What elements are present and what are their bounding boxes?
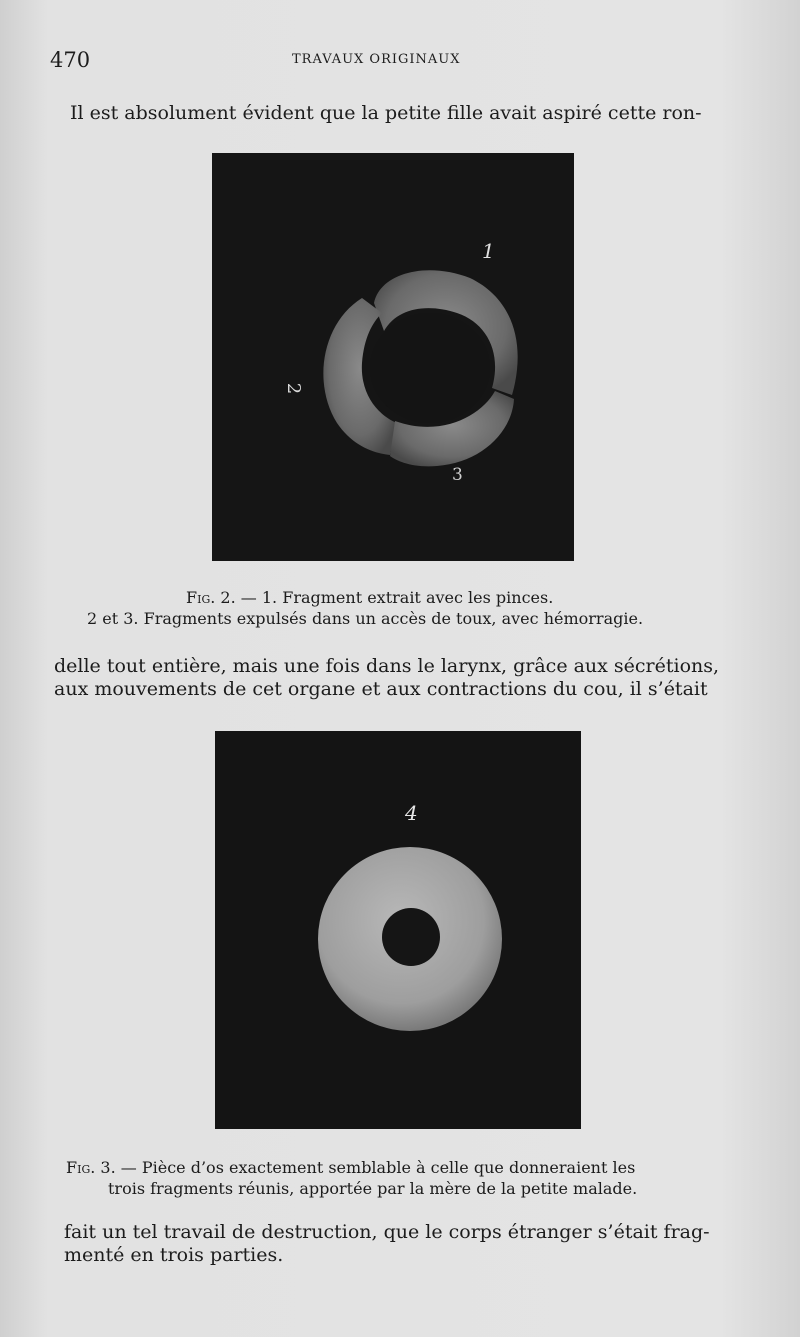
figure-3-caption-line-1	[66, 1158, 635, 1178]
figure-2-caption-fig: Fig.	[186, 588, 216, 607]
body-text-line: Il est absolument évident que la petite fille avait aspiré cette ron-	[70, 102, 702, 124]
running-head: TRAVAUX ORIGINAUX	[292, 52, 461, 67]
ring-fragments-image	[212, 153, 574, 561]
body-text-line: fait un tel travail de destruction, que le corps étranger s’était frag-	[64, 1221, 710, 1243]
fragment-label-2: 2	[283, 382, 305, 395]
figure-2-caption-line-1	[186, 588, 553, 608]
body-text-line: aux mouvements de cet organe et aux contractions du cou, il s’était	[54, 678, 708, 700]
body-text-line: delle tout entière, mais une fois dans le larynx, grâce aux sécrétions,	[54, 655, 720, 677]
ring-label-4: 4	[405, 801, 418, 825]
figure-2-caption-line-2: 2 et 3. Fragments expulsés dans un accès de toux, avec hémorragie.	[87, 609, 644, 628]
body-text-line: menté en trois parties.	[64, 1244, 284, 1266]
figure-2-photo	[212, 153, 574, 561]
figure-3-caption-text-1: 3. — Pièce d’os exactement semblable à celle que donneraient les	[100, 1158, 636, 1177]
figure-2-caption-text-1: 2. — 1. Fragment extrait avec les pinces.	[220, 588, 554, 607]
page-number: 470	[50, 48, 91, 72]
fragment-label-3: 3	[452, 465, 463, 485]
fragment-label-1: 1	[482, 239, 495, 263]
figure-3-photo	[215, 731, 581, 1129]
figure-3-caption-fig: Fig.	[66, 1158, 96, 1177]
figure-3-caption-line-2: trois fragments réunis, apportée par la mère de la petite malade.	[108, 1179, 638, 1198]
bone-ring-image	[215, 731, 581, 1129]
